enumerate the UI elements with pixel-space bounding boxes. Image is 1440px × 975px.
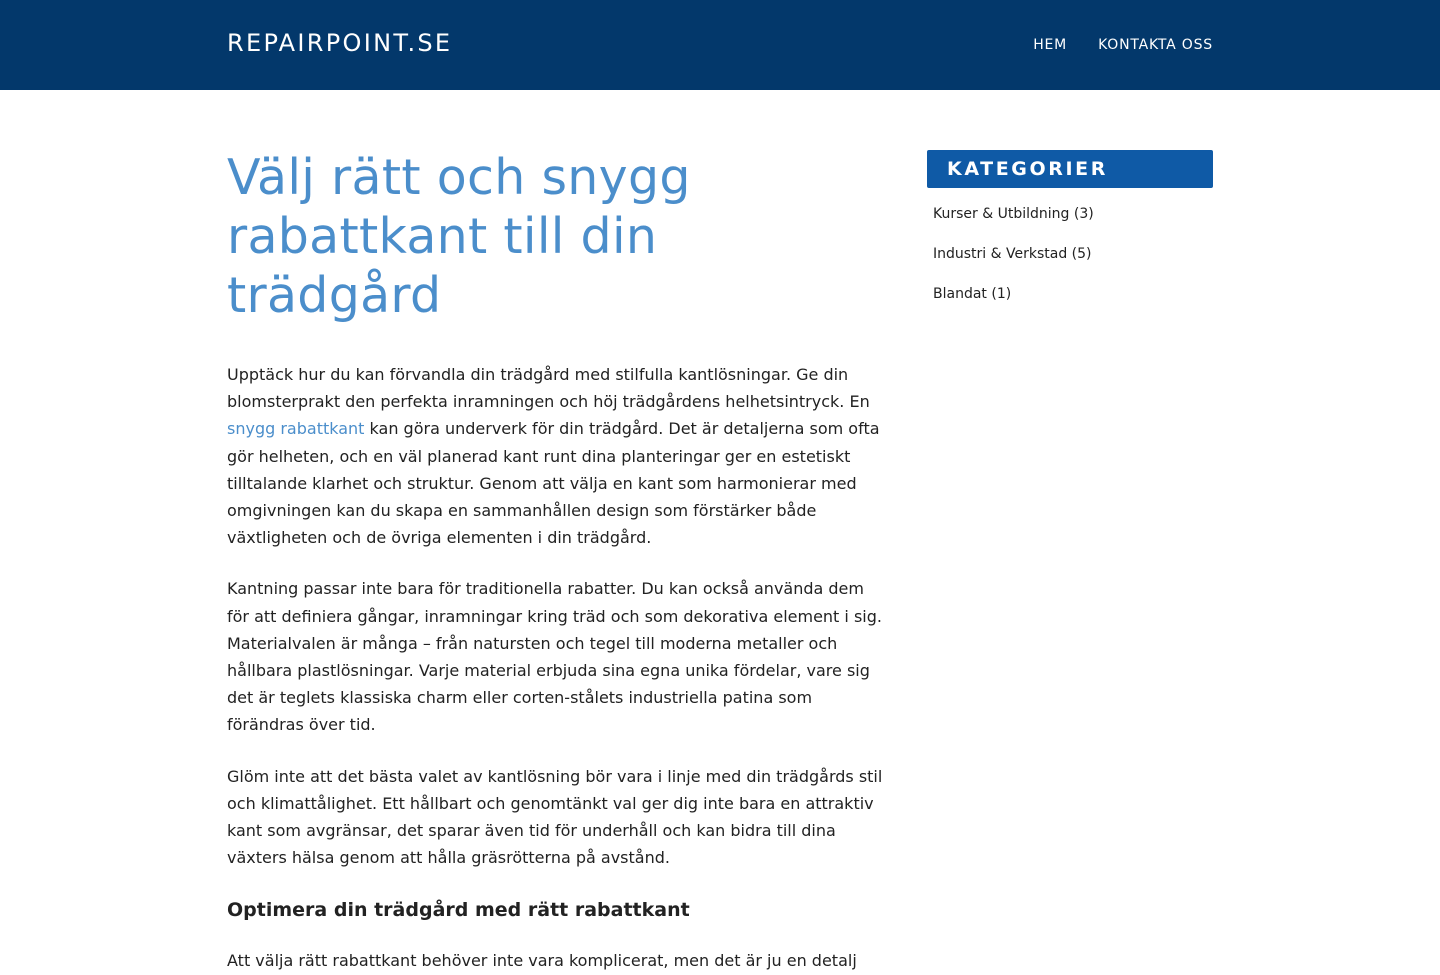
article-paragraph: Glöm inte att det bästa valet av kantlösning bör vara i linje med din trädgårds stil och klimattålighet. Ett hållbart och genomtänkt val ger dig inte bara en attraktiv kant som avgränsar, det sparar även tid för underhåll och kan bidra till dina växters hälsa genom att hålla gräsrötterna på avstånd.: [227, 766, 883, 868]
article-title: Välj rätt och snygg rabattkant till din trädgård: [227, 149, 691, 324]
main-nav: [1033, 36, 1213, 54]
site-title-link[interactable]: REPAIRPOINT.SE: [227, 29, 453, 57]
nav-item-kontakta-oss[interactable]: KONTAKTA OSS: [1098, 37, 1213, 53]
snygg-rabattkant-link[interactable]: snygg rabattkant: [227, 419, 365, 439]
article: [227, 148, 887, 975]
article-paragraph: Att välja rätt rabattkant behöver inte vara komplicerat, men det är ju en detalj: [227, 951, 857, 971]
article-body: [227, 361, 887, 975]
category-link-industri-verkstad[interactable]: Industri & Verkstad (5): [933, 246, 1092, 262]
paragraph-text: Upptäck hur du kan förvandla din trädgård med stilfulla kantlösningar. Ge din blomsterprakt den perfekta inramningen och höj trädgårdens helhetsintryck. En: [227, 365, 870, 412]
categories-list: [927, 204, 1213, 304]
list-item: [933, 244, 1213, 264]
sidebar: [927, 150, 1213, 324]
section-heading: Optimera din trädgård med rätt rabattkant: [227, 899, 690, 922]
list-item: [933, 284, 1213, 304]
site-header: [0, 0, 1440, 90]
nav-item-hem[interactable]: HEM: [1033, 37, 1068, 53]
article-paragraph: [227, 361, 887, 551]
category-link-kurser-utbildning[interactable]: Kurser & Utbildning (3): [933, 206, 1094, 222]
category-link-blandat[interactable]: Blandat (1): [933, 286, 1012, 302]
article-paragraph: Kantning passar inte bara för traditionella rabatter. Du kan också använda dem för att definiera gångar, inramningar kring träd och som dekorativa element i sig. Materialvalen är många – från natursten och tegel till moderna metaller och hållbara plastlösningar. Varje material erbjuda sina egna unika fördelar, vare sig det är teglets klassiska charm eller corten-stålets industriella patina som förändras över tid.: [227, 579, 882, 735]
paragraph-text: kan göra underverk för din trädgård. Det är detaljerna som ofta gör helheten, och en väl planerad kant runt dina planteringar ger en estetiskt tilltalande klarhet och struktur. Genom att välja en kant som harmonierar med omgivningen kan du skapa en sammanhållen design som förstärker både växtligheten och de övriga elementen i din trädgård.: [227, 419, 880, 548]
list-item: [933, 204, 1213, 224]
categories-widget-title: KATEGORIER: [927, 150, 1213, 188]
